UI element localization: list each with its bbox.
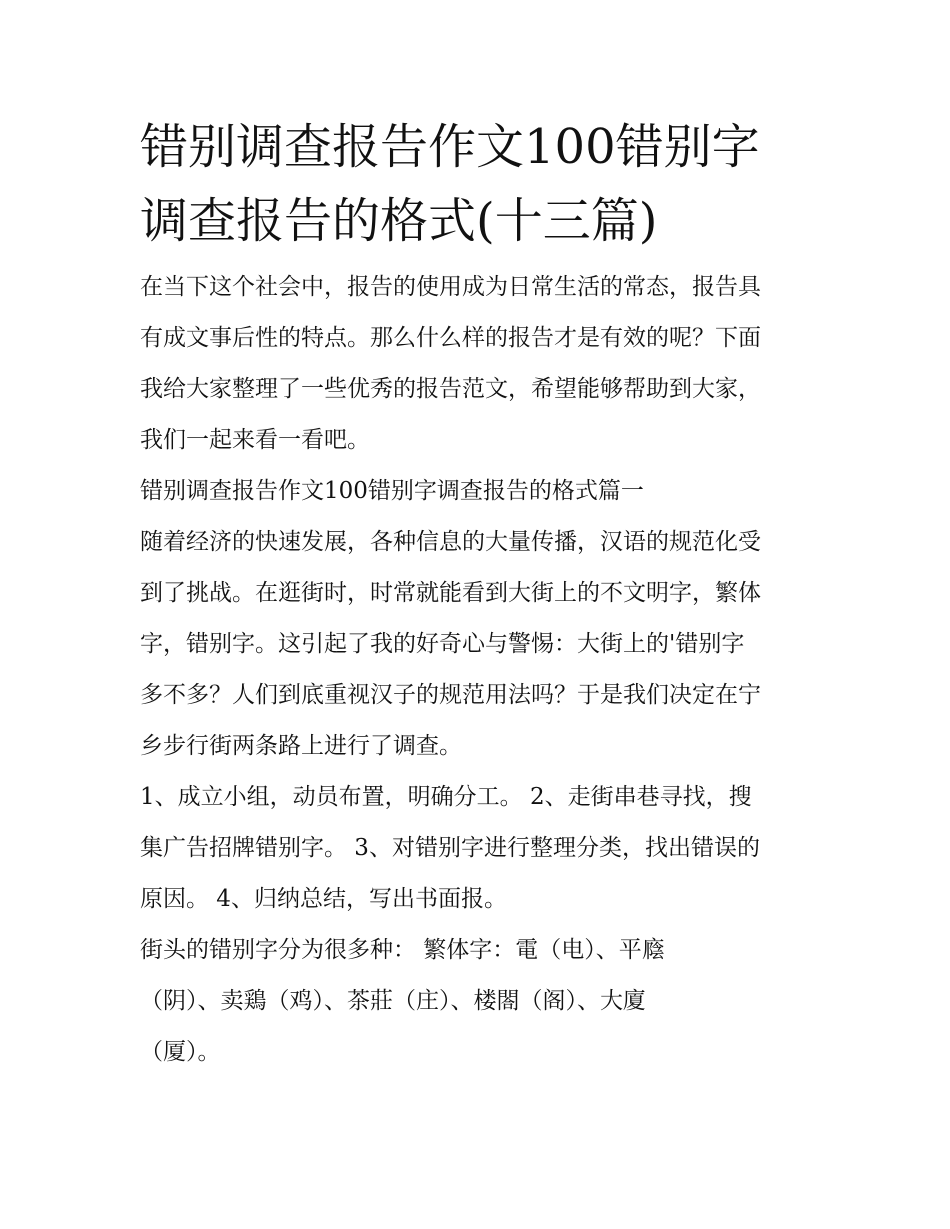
intro-paragraph (140, 268, 820, 459)
examples-paragraph (140, 931, 820, 1071)
title-line-1: 错别调查报告作文100错别字 (140, 119, 760, 175)
document-title (140, 110, 820, 258)
text-line: 在当下这个社会中，报告的使用成为日常生活的常态，报告具 (140, 274, 761, 300)
steps-paragraph (140, 778, 820, 918)
text-line: 1、成立小组，动员布置，明确分工。 2、走街串巷寻找，搜 (140, 784, 752, 810)
text-line: 错别调查报告作文100错别字调查报告的格式篇一 (140, 478, 644, 504)
text-line: 多不多？人们到底重视汉子的规范用法吗？于是我们决定在宁 (140, 682, 761, 708)
text-line: （阴）、卖鶏（鸡）、茶莊（庄）、楼閤（阁）、大廈 (140, 988, 646, 1014)
text-line: 字，错别字。这引起了我的好奇心与警惕：大街上的'错别字 (140, 631, 745, 657)
background-paragraph (140, 523, 820, 765)
text-line: 随着经济的快速发展，各种信息的大量传播，汉语的规范化受 (140, 529, 761, 555)
text-line: 我们一起来看一看吧。 (140, 427, 370, 453)
text-line: （厦）。 (140, 1039, 221, 1065)
text-line: 街头的错别字分为很多种： 繁体字：電（电）、平廕 (140, 937, 665, 963)
section-heading (140, 472, 820, 510)
text-line: 集广告招牌错别字。 3、对错别字进行整理分类，找出错误的 (140, 835, 760, 861)
title-line-2: 调查报告的格式(十三篇) (140, 193, 658, 249)
text-line: 有成文事后性的特点。那么什么样的报告才是有效的呢？下面 (140, 325, 761, 351)
text-line: 乡步行街两条路上进行了调查。 (140, 733, 462, 759)
text-line: 我给大家整理了一些优秀的报告范文，希望能够帮助到大家， (140, 376, 761, 402)
document-page (140, 110, 820, 1084)
text-line: 原因。 4、归纳总结，写出书面报。 (140, 886, 507, 912)
text-line: 到了挑战。在逛街时，时常就能看到大街上的不文明字，繁体 (140, 580, 761, 606)
